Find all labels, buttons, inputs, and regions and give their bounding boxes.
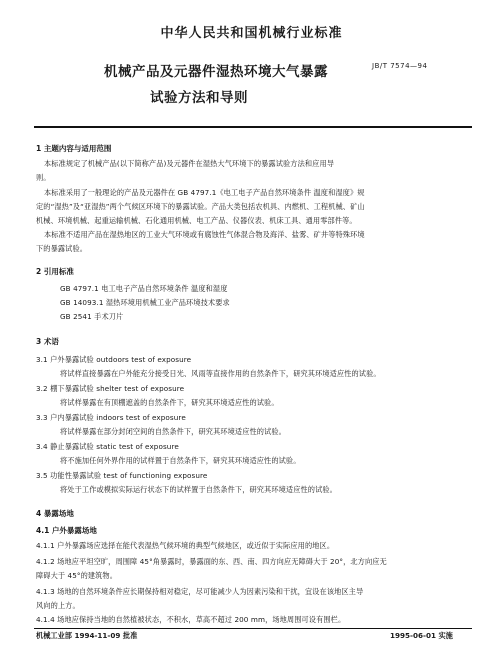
reference-item: GB 4797.1 电工电子产品自然环境条件 温度和湿度 (60, 284, 228, 293)
section-4-line: 4.1.3 场地的自然环境条件应长期保持相对稳定，尽可能减少人为因素污染和干扰，宜设在该地区主导 (36, 587, 364, 596)
section-1-line: 本标准规定了机械产品(以下简称产品)及元器件在湿热大气环境下的暴露试验方法和应用导 (44, 159, 335, 168)
document-title-line-2: 试验方法和导则 (150, 90, 248, 106)
implementation-date: 1995-06-01 实施 (390, 631, 453, 640)
section-4-heading: 4 暴露场地 (36, 509, 74, 518)
section-4-line: 4.1.1 户外暴露场应选择在能代表湿热气候环境的典型气候地区，或近似于实际应用的地区。 (36, 541, 335, 550)
standard-code: JB/T 7574—94 (372, 62, 428, 70)
term-heading: 3.3 户内暴露试验 indoors test of exposure (36, 413, 186, 422)
section-4-line: 障碍大于 45°的建筑物。 (36, 571, 118, 580)
title-rule (34, 126, 472, 128)
term-definition: 将试样暴露在部分封闭空间的自然条件下，研究其环境适应性的试验。 (60, 427, 286, 436)
document-title-line-1: 机械产品及元器件湿热环境大气暴露 (104, 64, 328, 80)
section-1-line: 本标准不适用产品在湿热地区的工业大气环境或有腐蚀性气体混合物及海洋、盐雾、矿井等特殊环境 (44, 230, 365, 239)
reference-item: GB 2541 手术刀片 (60, 312, 124, 321)
term-definition: 将试样暴露在有顶棚遮盖的自然条件下，研究其环境适应性的试验。 (60, 398, 279, 407)
term-heading: 3.2 棚下暴露试验 shelter test of exposure (36, 384, 185, 393)
issuing-authority-header: 中华人民共和国机械行业标准 (160, 26, 343, 41)
reference-item: GB 14093.1 湿热环境用机械工业产品环境技术要求 (60, 298, 230, 307)
section-1-line: 本标准采用了一般理论的产品及元器件在 GB 4797.1《电工电子产品自然环境条件 温度和湿度》规 (44, 188, 365, 197)
section-4-line: 4.1.2 场地应平坦空旷，周围障 45°角暴露时，暴露面的东、西、南、四方向应无障碍大于 20°，北方向应无 (36, 557, 387, 566)
footer-rule (34, 628, 472, 629)
section-1-line: 下的暴露试验。 (36, 244, 88, 253)
term-heading: 3.1 户外暴露试验 outdoors test of exposure (36, 355, 192, 364)
term-heading: 3.4 静止暴露试验 static test of exposure (36, 442, 179, 451)
section-1-line: 机械、环境机械、起重运输机械、石化通用机械、电工产品、仪器仪表、机床工具、通用零部件等。 (36, 216, 357, 225)
section-1-line: 定的“湿热”及“亚湿热”两个气候区环境下的暴露试验。产品大类包括农机具、内燃机、工程机械、矿山 (36, 202, 365, 211)
section-3-heading: 3 术语 (36, 337, 59, 346)
section-1-line: 则。 (36, 173, 51, 182)
section-4-1-heading: 4.1 户外暴露场地 (36, 526, 97, 535)
section-4-line: 风向的上方。 (36, 601, 80, 610)
approval-date: 机械工业部 1994-11-09 批准 (36, 631, 138, 640)
term-definition: 将不施加任何外界作用的试样置于自然条件下，研究其环境适应性的试验。 (60, 456, 301, 465)
section-2-heading: 2 引用标准 (36, 267, 74, 276)
section-4-line: 4.1.4 场地应保持当地的自然植被状态，不积水，草高不超过 200 mm，场地周围可设有围栏。 (36, 615, 346, 624)
term-heading: 3.5 功能性暴露试验 test of functioning exposure (36, 471, 208, 480)
term-definition: 将试样直接暴露在户外能充分接受日光、风雨等直接作用的自然条件下，研究其环境适应性的试验。 (60, 369, 381, 378)
section-1-heading: 1 主题内容与适用范围 (36, 144, 112, 153)
term-definition: 将处于工作或模拟实际运行状态下的试样置于自然条件下，研究其环境适应性的试验。 (60, 485, 337, 494)
